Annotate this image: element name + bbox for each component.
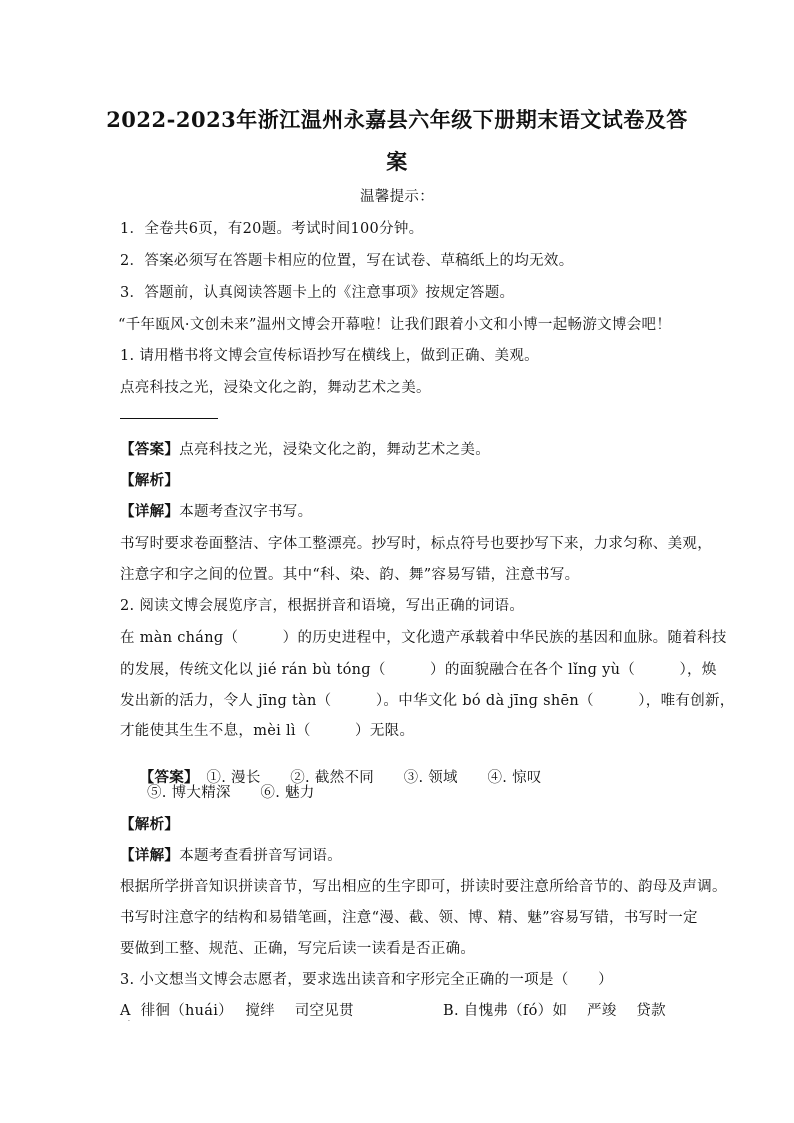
answers-row-2: ⑤. 博大精深 ⑥. 魅力	[147, 785, 315, 801]
q2-explain-1: 根据所学拼音知识拼读音节，写出相应的生字即可，拼读时要注意所给音节的、韵母及声调。	[120, 879, 727, 895]
q1-question: 1. 请用楷书将文博会宣传标语抄写在横线上，做到正确、美观。	[120, 348, 539, 364]
intro-text: “千年瓯风·文创未来”温州文博会开幕啦！让我们跟着小文和小博一起畅游文博会吧！	[118, 317, 672, 333]
q2-explain-3: 要做到工整、规范、正确，写完后读一读看是否正确。	[120, 941, 476, 957]
q1-analysis-label	[120, 469, 179, 490]
q3-option-a: A 徘徊（huái） 搅绊 司空见贯	[120, 1003, 354, 1019]
q2-passage-2: 的发展，传统文化以 jié rán bù tónɡ（ ）的面貌融合在各个 lǐnɡ yù（ ），焕	[120, 662, 717, 678]
q2-passage-4: 才能使其生生不息，mèi lì（ ）无限。	[120, 723, 415, 739]
analysis-label: 【解析】	[120, 816, 180, 833]
tip-item-3: 3．答题前，认真阅读答题卡上的《注意事项》按规定答题。	[120, 285, 515, 301]
answer-text: 点亮科技之光，浸染文化之韵，舞动艺术之美。	[179, 442, 491, 458]
tip-item-1: 1．全卷共6页，有20题。考试时间100分钟。	[120, 221, 424, 237]
analysis-label: 【解析】	[120, 472, 180, 489]
q1-slogan: 点亮科技之光，浸染文化之韵，舞动艺术之美。	[120, 380, 431, 396]
tip-item-2: 2．答案必须写在答题卡相应的位置，写在试卷、草稿纸上的均无效。	[120, 253, 574, 269]
q1-answer	[120, 438, 490, 459]
q1-explain-1: 书写时要求卷面整洁、字体工整漂亮。抄写时，标点符号也要抄写下来，力求匀称、美观，	[120, 536, 712, 552]
q3-option-b: B. 自愧弗（fó）如 严竣 贷款	[443, 1003, 666, 1019]
q1-explain-2: 注意字和字之间的位置。其中“科、染、韵、舞”容易写错，注意书写。	[120, 567, 580, 583]
document-title-line2: 案	[386, 149, 408, 174]
stray-mark: ·	[128, 1018, 130, 1025]
detail-label: 【详解】	[120, 503, 180, 520]
q3-question: 3. 小文想当文博会志愿者，要求选出读音和字形完全正确的一项是（ ）	[120, 972, 613, 988]
q2-detail	[120, 844, 342, 865]
q2-passage-3: 发出新的活力，令人 jīnɡ tàn（ ）。中华文化 bó dà jīnɡ shēn（ ），唯有创新，	[120, 693, 735, 709]
q2-analysis-label	[120, 813, 179, 834]
q2-passage-1: 在 màn chánɡ（ ）的历史进程中，文化遗产承载着中华民族的基因和血脉。随着科技	[120, 630, 727, 646]
answer-label: 【答案】	[139, 769, 192, 786]
detail-text: 本题考查看拼音写词语。	[179, 848, 343, 864]
tips-heading: 温馨提示：	[360, 189, 434, 205]
answer-label: 【答案】	[120, 441, 180, 458]
q2-question: 2. 阅读文博会展览序言，根据拼音和语境，写出正确的词语。	[120, 598, 525, 614]
detail-text: 本题考查汉字书写。	[179, 504, 313, 520]
answer-underline	[120, 418, 218, 419]
document-title-line1: 2022-2023年浙江温州永嘉县六年级下册期末语文试卷及答	[106, 107, 688, 132]
answers-row-1: ①. 漫长 ②. 截然不同 ③. 领域 ④. 惊叹	[206, 770, 542, 786]
q2-explain-2: 书写时注意字的结构和易错笔画，注意“漫、截、领、博、精、魅”容易写错，书写时一定	[120, 910, 698, 926]
q1-detail	[120, 500, 312, 521]
detail-label: 【详解】	[120, 847, 180, 864]
